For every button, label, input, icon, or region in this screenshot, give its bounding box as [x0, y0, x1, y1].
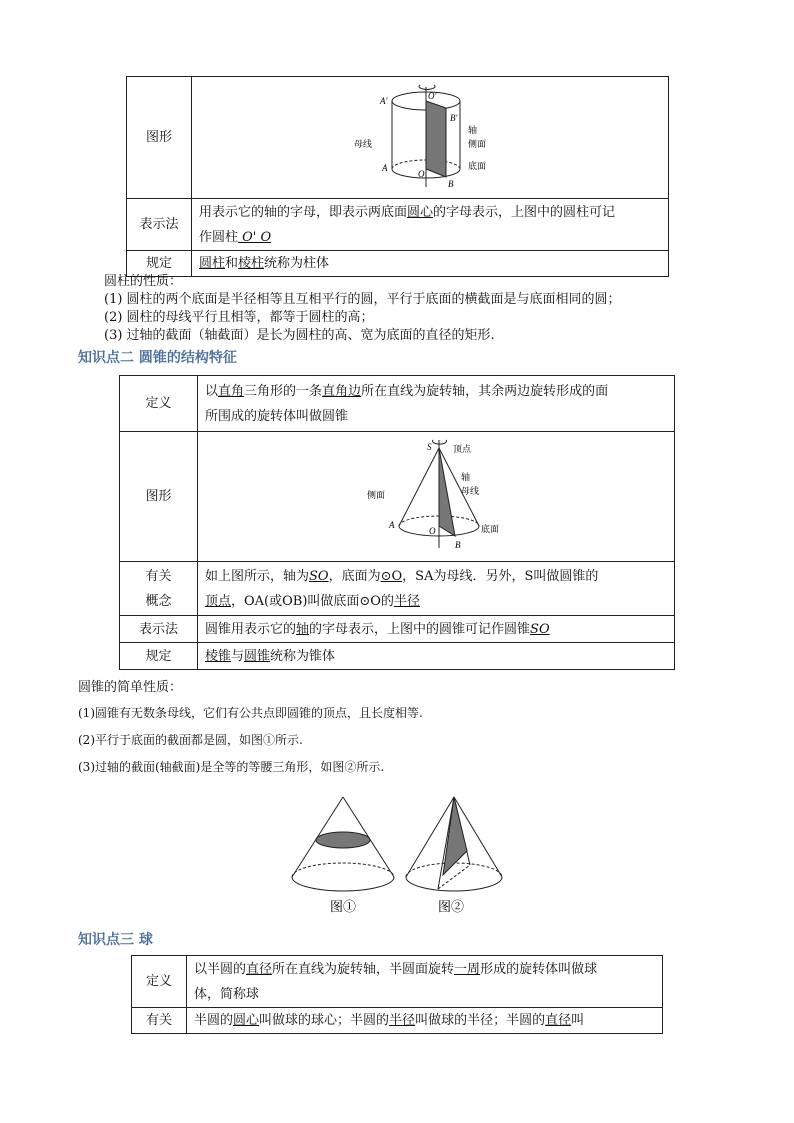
- cylinder-table: [126, 76, 669, 277]
- cone-concept-label: [120, 562, 198, 616]
- blank-fill: 半径: [389, 1013, 416, 1028]
- cylinder-diagram: [350, 77, 510, 189]
- cyl-tag-o-prime: O': [428, 91, 437, 101]
- text-run: 有关: [145, 568, 172, 584]
- blank-fill: 直径: [545, 1013, 572, 1028]
- text-run: 以半圆的: [194, 961, 247, 977]
- sphere-rel-text: [187, 1008, 663, 1034]
- text-run: 统称为锥体: [270, 648, 336, 664]
- blank-fill: 轴: [296, 621, 310, 637]
- blank-fill: 顶点: [205, 593, 232, 609]
- cone-figures: [286, 793, 526, 918]
- cyl-tag-axis: 轴: [468, 125, 478, 135]
- text-run: 的字母表示，上图中的圆锥可记作圆锥: [309, 621, 531, 637]
- text-run: ，底面为: [328, 568, 381, 584]
- text-run: 形成的旋转体叫做球: [480, 961, 598, 977]
- sphere-def-label: 定义: [132, 956, 187, 1008]
- cone-tag-b: B: [455, 540, 461, 550]
- cone-figure-cell: [198, 432, 675, 562]
- cylinder-props-title: 圆柱的性质：: [104, 274, 183, 289]
- cylinder-figure-cell: [192, 77, 669, 199]
- blank-fill: 半径: [393, 593, 420, 609]
- cone-def-text: [198, 376, 675, 432]
- text-run: 所在直线为旋转轴，其余两边旋转形成的面: [361, 383, 609, 399]
- blank-fill: 棱柱: [238, 256, 265, 271]
- blank-fill: ⊙O: [380, 568, 403, 584]
- fig2-caption: 图②: [438, 899, 465, 914]
- sphere-table: [131, 955, 663, 1034]
- blank-fill: SO: [530, 621, 550, 637]
- cone-tag-o: O: [429, 526, 436, 536]
- cone-tag-vertex: 顶点: [453, 444, 472, 454]
- cyl-tag-b-prime: B': [450, 113, 458, 123]
- blank-fill: O' O: [238, 229, 272, 245]
- cyl-tag-generatrix: 母线: [354, 139, 373, 149]
- blank-fill: 一周: [454, 961, 481, 977]
- cyl-tag-base: 底面: [468, 161, 487, 171]
- cylinder-prop-item: (1) 圆柱的两个底面是半径相等且互相平行的圆，平行于底面的横截面是与底面相同的圆；: [104, 292, 621, 307]
- cone-table: [119, 375, 675, 670]
- cyl-tag-lateral: 侧面: [468, 139, 487, 149]
- text-run: 以: [205, 383, 219, 399]
- text-run: 统称为柱体: [264, 256, 330, 271]
- text-run: 概念: [145, 593, 172, 609]
- text-run: 叫做球的球心；半圆的: [259, 1013, 390, 1028]
- cone-props-title: 圆锥的简单性质：: [78, 680, 183, 695]
- cyl-tag-o: O: [418, 169, 425, 179]
- cyl-tag-a: A: [382, 163, 388, 173]
- text-run: 如上图所示，轴为: [205, 568, 310, 584]
- cylinder-rule-label: 规定: [127, 251, 192, 277]
- cone-def-label: 定义: [120, 376, 198, 432]
- cylinder-prop-item: (3) 过轴的截面（轴截面）是长为圆柱的高、宽为底面的直径的矩形.: [104, 328, 495, 343]
- text-run: 作圆柱: [199, 229, 239, 245]
- text-run: 用表示它的轴的字母，即表示两底面: [199, 204, 408, 220]
- cone-diagram: [361, 432, 511, 552]
- blank-fill: 圆柱: [199, 256, 226, 271]
- text-run: 叫做球的半径；半圆的: [415, 1013, 546, 1028]
- blank-fill: 直径: [246, 961, 273, 977]
- blank-fill: 圆心: [407, 204, 434, 220]
- section-title-cone: 知识点二 圆锥的结构特征: [78, 350, 237, 366]
- cone-tag-base: 底面: [481, 524, 500, 534]
- blank-fill: 圆心: [233, 1013, 260, 1028]
- cone-prop-item: (3)过轴的截面(轴截面)是全等的等腰三角形，如图②所示.: [78, 760, 385, 774]
- cone-notation-label: 表示法: [120, 616, 198, 643]
- text-run: ，OA(或OB)叫做底面⊙O的: [231, 593, 394, 609]
- fig1-caption: 图①: [330, 899, 357, 914]
- blank-fill: 直角: [218, 383, 245, 399]
- cone-figure-label: 图形: [120, 432, 198, 562]
- section-title-sphere: 知识点三 球: [78, 932, 153, 948]
- blank-fill: 直角边: [322, 383, 362, 399]
- cone-tag-generatrix: 母线: [461, 486, 480, 496]
- cylinder-prop-item: (2) 圆柱的母线平行且相等，都等于圆柱的高；: [104, 310, 374, 325]
- blank-fill: 棱锥: [205, 648, 232, 664]
- cone-rule-label: 规定: [120, 643, 198, 670]
- cylinder-properties: [104, 273, 621, 345]
- cone-notation-text: [198, 616, 675, 643]
- cone-rule-text: [198, 643, 675, 670]
- cone-tag-s: S: [427, 442, 432, 452]
- text-run: 所在直线为旋转轴，半圆面旋转: [272, 961, 455, 977]
- cone-prop-item: (1)圆锥有无数条母线，它们有公共点即圆锥的顶点，且长度相等.: [78, 706, 423, 720]
- sphere-def-text: [187, 956, 663, 1008]
- text-run: 三角形的一条: [244, 383, 323, 399]
- text-run: 圆锥用表示它的: [205, 621, 297, 637]
- text-run: 和: [225, 256, 239, 271]
- cone-tag-a: A: [389, 520, 395, 530]
- text-run: 与: [231, 648, 245, 664]
- text-run: 所围成的旋转体叫做圆锥: [205, 408, 349, 424]
- blank-fill: 圆锥: [244, 648, 271, 664]
- text-run: 的字母表示，上图中的圆柱可记: [433, 204, 616, 220]
- cone-concept-text: [198, 562, 675, 616]
- cyl-tag-b: B: [448, 179, 454, 189]
- cone-tag-lateral: 侧面: [367, 490, 386, 500]
- text-run: 叫: [571, 1013, 585, 1028]
- sphere-rel-label: 有关: [132, 1008, 187, 1034]
- cylinder-notation-label: 表示法: [127, 199, 192, 251]
- text-run: 半圆的: [194, 1013, 234, 1028]
- blank-fill: SO: [309, 568, 329, 584]
- cone-prop-item: (2)平行于底面的截面都是圆，如图①所示.: [78, 733, 303, 747]
- cyl-tag-a-prime: A': [380, 96, 388, 106]
- cone-tag-axis: 轴: [461, 472, 471, 482]
- text-run: 体，简称球: [194, 986, 260, 1002]
- cylinder-figure-label: 图形: [127, 77, 192, 199]
- cylinder-notation-text: [192, 199, 669, 251]
- text-run: ，SA为母线．另外，S叫做圆锥的: [402, 568, 599, 584]
